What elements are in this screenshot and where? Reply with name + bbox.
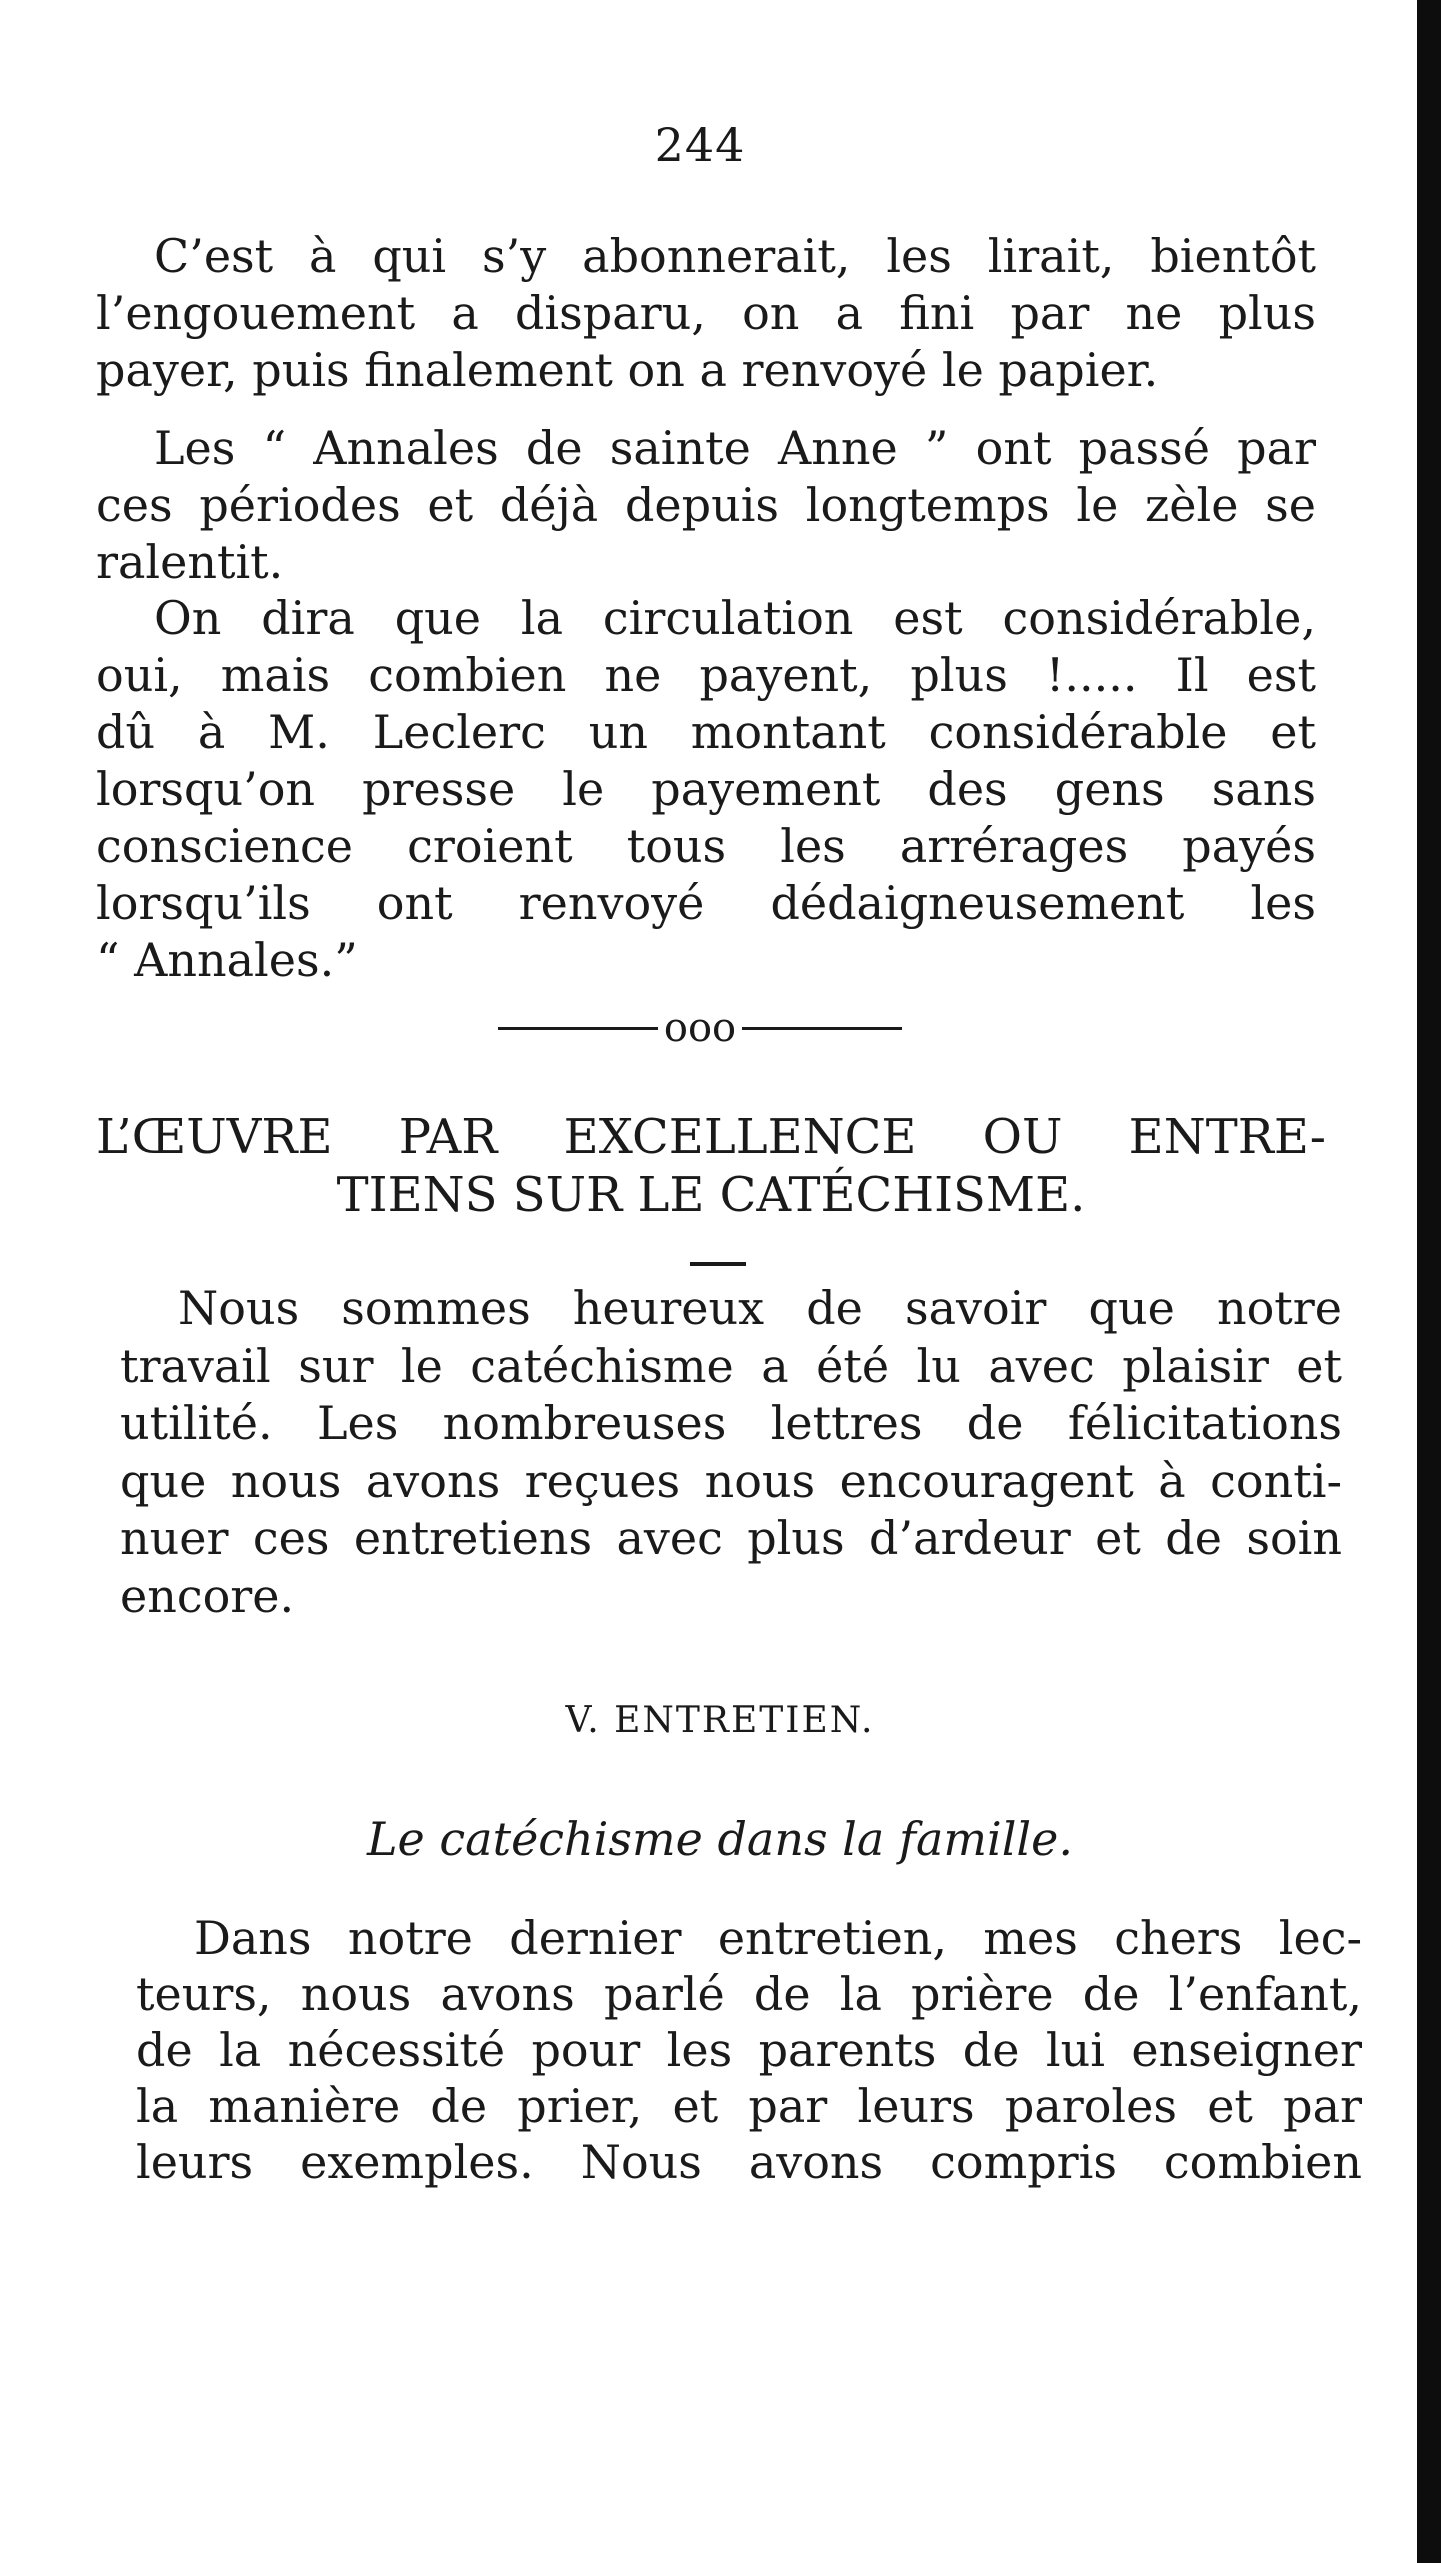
text-line: leurs exemples. Nous avons compris combien bbox=[136, 2135, 1362, 2189]
text-line: Dans notre dernier entretien, mes chers lec- bbox=[194, 1911, 1362, 1965]
page-edge-shadow bbox=[1417, 0, 1441, 2563]
text-line: la manière de prier, et par leurs paroles et par bbox=[136, 2079, 1362, 2133]
text-line: l’engouement a disparu, on a fini par ne plus bbox=[96, 286, 1316, 340]
text-line: encore. bbox=[120, 1568, 295, 1623]
text-line: de la nécessité pour les parents de lui enseigner bbox=[136, 2023, 1362, 2077]
text-line: ralentit. bbox=[96, 535, 284, 589]
section-label: V. ENTRETIEN. bbox=[565, 1700, 875, 1741]
text-line: ces périodes et déjà depuis longtemps le zèle se bbox=[96, 478, 1316, 532]
heading-rule bbox=[690, 1262, 746, 1266]
divider-rule-left bbox=[498, 1027, 658, 1030]
section-divider bbox=[0, 1002, 1400, 1051]
text-line: payer, puis finalement on a renvoyé le papier. bbox=[96, 343, 1159, 397]
heading-line-2: TIENS SUR LE CATÉCHISME. bbox=[336, 1167, 1086, 1223]
text-line: que nous avons reçues nous encouragent à conti- bbox=[120, 1453, 1342, 1508]
text-line: teurs, nous avons parlé de la prière de l’enfant, bbox=[136, 1967, 1362, 2021]
page-number: 244 bbox=[654, 118, 746, 172]
text-line: nuer ces entretiens avec plus d’ardeur et de soin bbox=[120, 1511, 1342, 1565]
divider-rule-right bbox=[742, 1027, 902, 1030]
divider-mark: ooo bbox=[663, 1005, 737, 1051]
text-line: On dira que la circulation est considérable, bbox=[154, 591, 1316, 645]
paragraph-1 bbox=[96, 228, 1316, 399]
text-line: lorsqu’ils ont renvoyé dédaigneusement les bbox=[96, 876, 1316, 930]
text-line: Les “ Annales de sainte Anne ” ont passé par bbox=[154, 421, 1316, 475]
paragraph-4 bbox=[120, 1280, 1342, 1625]
paragraph-3 bbox=[96, 590, 1316, 989]
text-line: Nous sommes heureux de savoir que notre bbox=[178, 1281, 1342, 1335]
text-line: C’est à qui s’y abonnerait, les lirait, bientôt bbox=[154, 229, 1316, 283]
text-line: dû à M. Leclerc un montant considérable et bbox=[96, 705, 1316, 759]
text-line: travail sur le catéchisme a été lu avec plaisir et bbox=[120, 1338, 1342, 1393]
heading-line-1: L’ŒUVRE PAR EXCELLENCE OU ENTRE- bbox=[96, 1109, 1326, 1165]
paragraph-5 bbox=[136, 1910, 1362, 2190]
text-line: conscience croient tous les arrérages payés bbox=[96, 819, 1316, 873]
text-line: lorsqu’on presse le payement des gens sans bbox=[96, 762, 1316, 816]
section-subtitle: Le catéchisme dans la famille. bbox=[367, 1812, 1073, 1866]
section-heading bbox=[96, 1108, 1326, 1224]
text-line: utilité. Les nombreuses lettres de félicitations bbox=[120, 1396, 1342, 1450]
paragraph-2 bbox=[96, 420, 1316, 591]
text-line: oui, mais combien ne payent, plus !..... Il est bbox=[96, 648, 1316, 702]
text-line: “ Annales.” bbox=[96, 933, 358, 987]
